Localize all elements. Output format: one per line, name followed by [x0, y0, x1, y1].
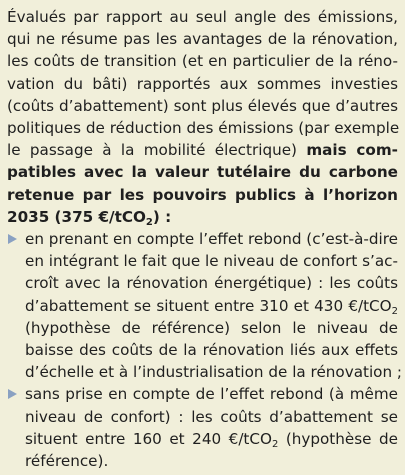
bold-text-part: ) : [152, 207, 172, 226]
intro-line: Évalués par rapport au seul angle des émissions, [7, 8, 398, 26]
bullet-line: en prenant en compte l’effet rebond (c’est-à-dire [25, 230, 398, 249]
bullet-line: croît avec la rénovation énergétique) : les coûts [25, 274, 398, 293]
bullet-item-without-rebound [7, 383, 398, 472]
bullet-list [7, 228, 403, 472]
bullet-line: situent entre 160 et 240 €/tCO [25, 429, 272, 448]
bold-text: mais com- [306, 141, 398, 160]
bullet-line-mixed [25, 428, 398, 450]
bullet-line: baisse des coûts de la rénovation liés aux effets [25, 341, 398, 360]
bold-text: retenue par les pouvoirs publics à l’horizon [7, 185, 398, 204]
bold-line [7, 206, 398, 228]
bullet-line: (hypothèse de référence) selon le niveau de [25, 318, 398, 337]
bullet-line: référence). [25, 452, 109, 471]
bullet-line: niveau de confort) : les coûts d’abattement se [25, 407, 398, 426]
triangle-right-icon [8, 234, 17, 244]
subscript: 2 [271, 438, 279, 450]
bold-text-part: 2035 (375 €/tCO [7, 207, 146, 226]
bullet-line: (hypothèse de [278, 429, 398, 448]
bullet-line-mixed [25, 295, 398, 317]
bullet-line: d’abattement se situent entre 310 et 430 €/tCO [25, 296, 392, 315]
bullet-line: en intégrant le fait que le niveau de confort s’ac- [25, 252, 398, 271]
bullet-item-with-rebound [7, 228, 403, 383]
intro-line: qui ne résume pas les avantages de la rénovation, [7, 30, 398, 49]
bold-line [7, 184, 398, 206]
intro-line: vation du bâti) rapportés aux sommes investies [7, 74, 398, 93]
triangle-right-icon [8, 389, 17, 399]
intro-line: (coûts d’abattement) sont plus élevés que d’autres [7, 96, 398, 115]
intro-line: le passage à la mobilité électrique) [7, 141, 297, 160]
intro-paragraph [7, 6, 398, 228]
intro-line-mixed [7, 139, 398, 161]
bullet-line: d’échelle et à l’industrialisation de la rénovation ; [25, 363, 403, 382]
intro-line: politiques de réduction des émissions (par exemple [7, 119, 400, 138]
subscript: 2 [145, 216, 153, 228]
bullet-line: sans prise en compte de l’effet rebond (à même [25, 385, 398, 404]
bold-text [7, 208, 171, 226]
bold-line [7, 161, 398, 183]
bold-text: patibles avec la valeur tutélaire du carbone [7, 163, 398, 182]
subscript: 2 [391, 305, 398, 317]
intro-line: les coûts de transition (et en particulier de la réno- [7, 52, 398, 71]
